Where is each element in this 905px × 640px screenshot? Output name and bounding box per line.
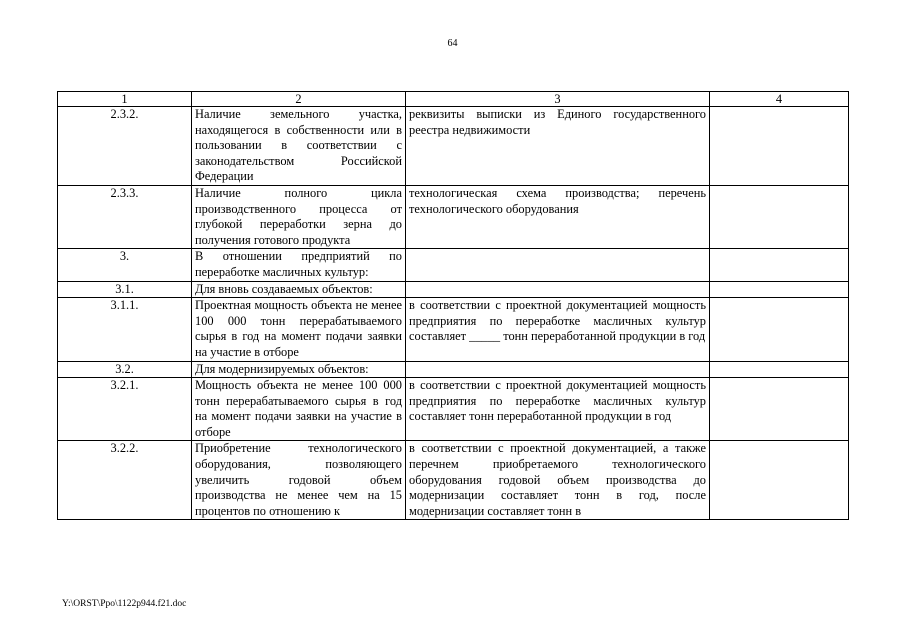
requirement-text: Наличие полного цикла производственного процесса от глубокой переработки зерна до получения готового продукта (192, 185, 406, 248)
note-cell (710, 361, 849, 378)
confirmation-text (406, 281, 710, 298)
requirement-text: Проектная мощность объекта не менее 100 000 тонн перерабатываемого сырья в год на момент подачи заявки на участие в отборе (192, 298, 406, 361)
note-cell (710, 298, 849, 361)
column-header-3: 3 (406, 92, 710, 107)
note-cell (710, 185, 849, 248)
requirement-text: Наличие земельного участка, находящегося в собственности или в пользовании в соответствии с законодательством Российской Федерации (192, 107, 406, 186)
confirmation-text: в соответствии с проектной документацией мощность предприятия по переработке масличных культур составляет _____ тонн переработанной продукции в год (406, 298, 710, 361)
item-number: 3.2.1. (58, 378, 192, 441)
table-row (58, 185, 849, 248)
note-cell (710, 249, 849, 281)
table-row (58, 107, 849, 186)
confirmation-text: в соответствии с проектной документацией мощность предприятия по переработке масличных культур составляет тонн переработанной продукции в год (406, 378, 710, 441)
requirement-text: Для вновь создаваемых объектов: (192, 281, 406, 298)
item-number: 3.2. (58, 361, 192, 378)
note-cell (710, 107, 849, 186)
item-number: 3. (58, 249, 192, 281)
confirmation-text: технологическая схема производства; перечень технологического оборудования (406, 185, 710, 248)
item-number: 2.3.3. (58, 185, 192, 248)
confirmation-text: реквизиты выписки из Единого государственного реестра недвижимости (406, 107, 710, 186)
table-row (58, 281, 849, 298)
confirmation-text (406, 249, 710, 281)
table-row (58, 441, 849, 520)
requirements-table (57, 91, 849, 520)
requirement-text: Мощность объекта не менее 100 000 тонн перерабатываемого сырья в год на момент подачи заявки на участие в отборе (192, 378, 406, 441)
file-path-footer: Y:\ORST\Ppo\1122p944.f21.doc (62, 599, 187, 609)
item-number: 3.1. (58, 281, 192, 298)
item-number: 3.1.1. (58, 298, 192, 361)
column-header-2: 2 (192, 92, 406, 107)
column-header-1: 1 (58, 92, 192, 107)
requirement-text: Для модернизируемых объектов: (192, 361, 406, 378)
note-cell (710, 281, 849, 298)
requirement-text: Приобретение технологического оборудования, позволяющего увеличить годовой объем производства не менее чем на 15 процентов по отношению к (192, 441, 406, 520)
confirmation-text (406, 361, 710, 378)
item-number: 2.3.2. (58, 107, 192, 186)
note-cell (710, 441, 849, 520)
table-row (58, 378, 849, 441)
table-row (58, 361, 849, 378)
note-cell (710, 378, 849, 441)
requirement-text: В отношении предприятий по переработке масличных культур: (192, 249, 406, 281)
item-number: 3.2.2. (58, 441, 192, 520)
table-row (58, 298, 849, 361)
page-number: 64 (447, 38, 458, 49)
confirmation-text: в соответствии с проектной документацией, а также перечнем приобретаемого технологического оборудования годовой объем производства до модернизации составляет тонн в год, после модернизации составляет тонн в (406, 441, 710, 520)
table-header-row (58, 92, 849, 107)
table-row (58, 249, 849, 281)
column-header-4: 4 (710, 92, 849, 107)
